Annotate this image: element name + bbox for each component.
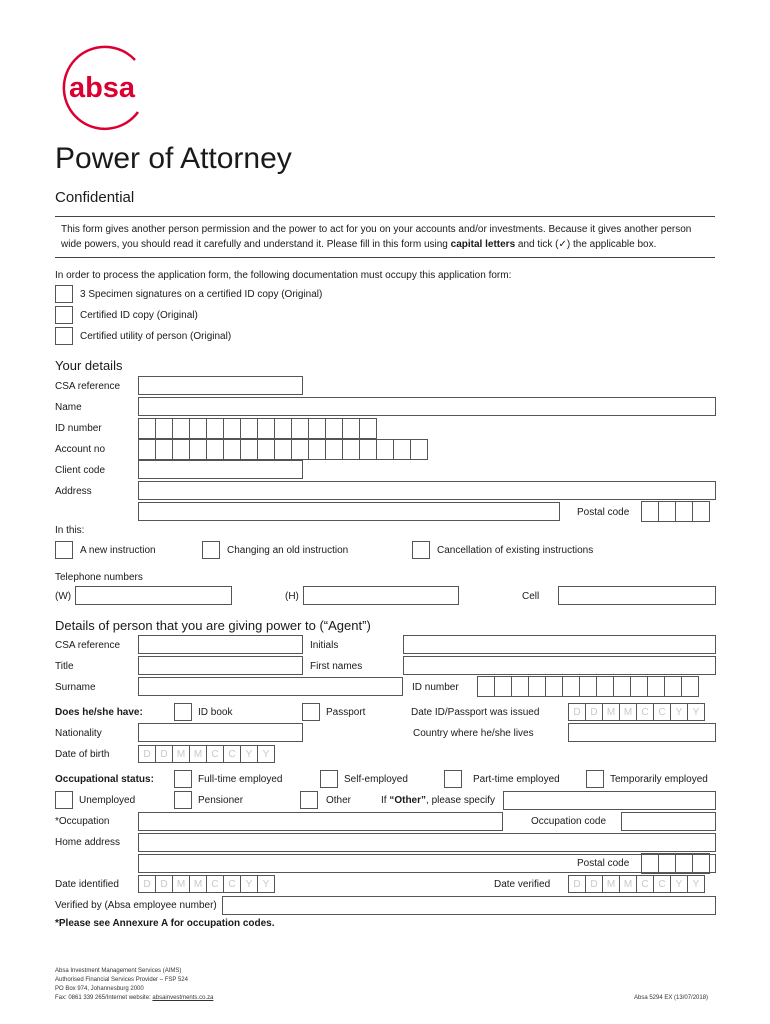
full-time-label: Full-time employed: [198, 774, 283, 785]
verified-by-label: Verified by (Absa employee number): [55, 900, 217, 911]
occupational-status-label: Occupational status:: [55, 774, 154, 785]
intro-line-2: wide powers, you should read it carefully and understand it. Please fill in this form using capital letters and tick (✓) the applicable box.: [61, 239, 657, 250]
temporarily-label: Temporarily employed: [610, 774, 708, 785]
other-checkbox[interactable]: [300, 791, 318, 809]
footer-line-2: Authorised Financial Services Provider – FSP 524: [55, 977, 188, 983]
occupation-code-label: Occupation code: [531, 816, 607, 827]
other-label: Other: [326, 795, 352, 806]
agent-initials-input[interactable]: [403, 635, 716, 654]
account-no-cells[interactable]: [138, 439, 427, 460]
id-book-label: ID book: [198, 707, 233, 718]
absa-logo: [55, 40, 150, 135]
agent-first-names-label: First names: [310, 661, 363, 672]
self-employed-checkbox[interactable]: [320, 770, 338, 788]
logo-text: absa: [68, 72, 136, 104]
cancellation-label: Cancellation of existing instructions: [437, 545, 594, 556]
changing-instruction-label: Changing an old instruction: [227, 545, 349, 556]
other-specify-input[interactable]: [503, 791, 716, 810]
unemployed-checkbox[interactable]: [55, 791, 73, 809]
account-no-label: Account no: [55, 444, 106, 455]
new-instruction-checkbox[interactable]: [55, 541, 73, 559]
id-number-label: ID number: [55, 423, 102, 434]
csa-reference-input[interactable]: [138, 376, 303, 395]
name-input[interactable]: [138, 397, 716, 416]
postal-code-cells[interactable]: [641, 501, 709, 522]
agent-title-label: Title: [55, 661, 74, 672]
name-label: Name: [55, 402, 82, 413]
date-identified-label: Date identified: [55, 879, 119, 890]
doc-label-utility: Certified utility of person (Original): [80, 331, 232, 342]
id-book-checkbox[interactable]: [174, 703, 192, 721]
address-input-line-1[interactable]: [138, 481, 716, 500]
date-verified-label: Date verified: [494, 879, 551, 890]
agent-title-input[interactable]: [138, 656, 303, 675]
date-verified-cells[interactable]: D D M M C C Y Y: [568, 875, 704, 893]
page-title: Power of Attorney: [55, 142, 292, 175]
occupation-input[interactable]: [138, 812, 503, 831]
country-input[interactable]: [568, 723, 716, 742]
phone-work-label: (W): [55, 591, 72, 602]
id-number-cells[interactable]: [138, 418, 376, 439]
part-time-label: Part-time employed: [473, 774, 560, 785]
client-code-input[interactable]: [138, 460, 303, 479]
doc-label-id-copy: Certified ID copy (Original): [80, 310, 198, 321]
phone-cell-input[interactable]: [558, 586, 716, 605]
passport-label: Passport: [326, 707, 366, 718]
doc-checkbox-id-copy[interactable]: [55, 306, 73, 324]
annexure-note: *Please see Annexure A for occupation codes.: [55, 918, 275, 929]
does-have-label: Does he/she have:: [55, 707, 143, 718]
date-identified-cells[interactable]: D D M M C C Y Y: [138, 875, 274, 893]
self-employed-label: Self-employed: [344, 774, 408, 785]
home-address-input-line-1[interactable]: [138, 833, 716, 852]
agent-id-number-label: ID number: [412, 682, 459, 693]
if-other-label: If “Other”, please specify: [381, 795, 495, 806]
country-label: Country where he/she lives: [413, 728, 534, 739]
csa-reference-label: CSA reference: [55, 381, 121, 392]
agent-csa-reference-label: CSA reference: [55, 640, 121, 651]
occupation-code-input[interactable]: [621, 812, 716, 831]
agent-first-names-input[interactable]: [403, 656, 716, 675]
confidential-label: Confidential: [55, 189, 135, 206]
pensioner-label: Pensioner: [198, 795, 244, 806]
phone-cell-label: Cell: [522, 591, 540, 602]
new-instruction-label: A new instruction: [80, 545, 156, 556]
nationality-label: Nationality: [55, 728, 102, 739]
website-link[interactable]: absainvestments.co.za: [152, 995, 214, 1001]
date-issued-label: Date ID/Passport was issued: [411, 707, 540, 718]
phone-work-input[interactable]: [75, 586, 232, 605]
agent-surname-input[interactable]: [138, 677, 403, 696]
agent-heading: Details of person that you are giving power to (“Agent”): [55, 618, 371, 633]
footer-line-1: Absa Investment Management Services (AIMS): [55, 968, 182, 974]
changing-instruction-checkbox[interactable]: [202, 541, 220, 559]
in-this-label: In this:: [55, 525, 85, 536]
postal-code-label: Postal code: [577, 507, 630, 518]
agent-initials-label: Initials: [310, 640, 339, 651]
doc-label-specimen: 3 Specimen signatures on a certified ID copy (Original): [80, 289, 323, 300]
agent-csa-reference-input[interactable]: [138, 635, 303, 654]
client-code-label: Client code: [55, 465, 106, 476]
home-address-label: Home address: [55, 837, 121, 848]
full-time-checkbox[interactable]: [174, 770, 192, 788]
footer-line-3: PO Box 974, Johannesburg 2000: [55, 986, 144, 992]
dob-label: Date of birth: [55, 749, 110, 760]
unemployed-label: Unemployed: [79, 795, 136, 806]
home-postal-code-label: Postal code: [577, 858, 630, 869]
intro-line-1: This form gives another person permission and the power to act for you on your accounts and/or investments. Because it gives another person: [61, 224, 692, 235]
doc-checkbox-specimen[interactable]: [55, 285, 73, 303]
passport-checkbox[interactable]: [302, 703, 320, 721]
footer-line-4: Fax: 0861 339 265/Internet website: absainvestments.co.za: [55, 995, 214, 1001]
doc-checkbox-utility[interactable]: [55, 327, 73, 345]
address-input-line-2[interactable]: [138, 502, 560, 521]
temporarily-checkbox[interactable]: [586, 770, 604, 788]
agent-id-number-cells[interactable]: [477, 676, 698, 697]
date-issued-cells[interactable]: D D M M C C Y Y: [568, 703, 704, 721]
phone-home-input[interactable]: [303, 586, 459, 605]
intro-box: [55, 216, 715, 258]
part-time-checkbox[interactable]: [444, 770, 462, 788]
pensioner-checkbox[interactable]: [174, 791, 192, 809]
occupation-label: *Occupation: [55, 816, 110, 827]
cancellation-checkbox[interactable]: [412, 541, 430, 559]
dob-cells[interactable]: D D M M C C Y Y: [138, 745, 274, 763]
home-postal-code-cells[interactable]: [641, 853, 709, 874]
telephone-heading: Telephone numbers: [55, 572, 143, 583]
verified-by-input[interactable]: [222, 896, 716, 915]
address-label: Address: [55, 486, 92, 497]
form-reference: Absa 5294 EX (13/07/2018): [634, 995, 709, 1001]
nationality-input[interactable]: [138, 723, 303, 742]
logo-mark: [55, 40, 150, 135]
your-details-heading: Your details: [55, 358, 123, 373]
docs-heading: In order to process the application form, the following documentation must occupy this application form:: [55, 270, 512, 281]
phone-home-label: (H): [285, 591, 299, 602]
home-address-input-line-2[interactable]: [138, 854, 716, 873]
agent-surname-label: Surname: [55, 682, 96, 693]
